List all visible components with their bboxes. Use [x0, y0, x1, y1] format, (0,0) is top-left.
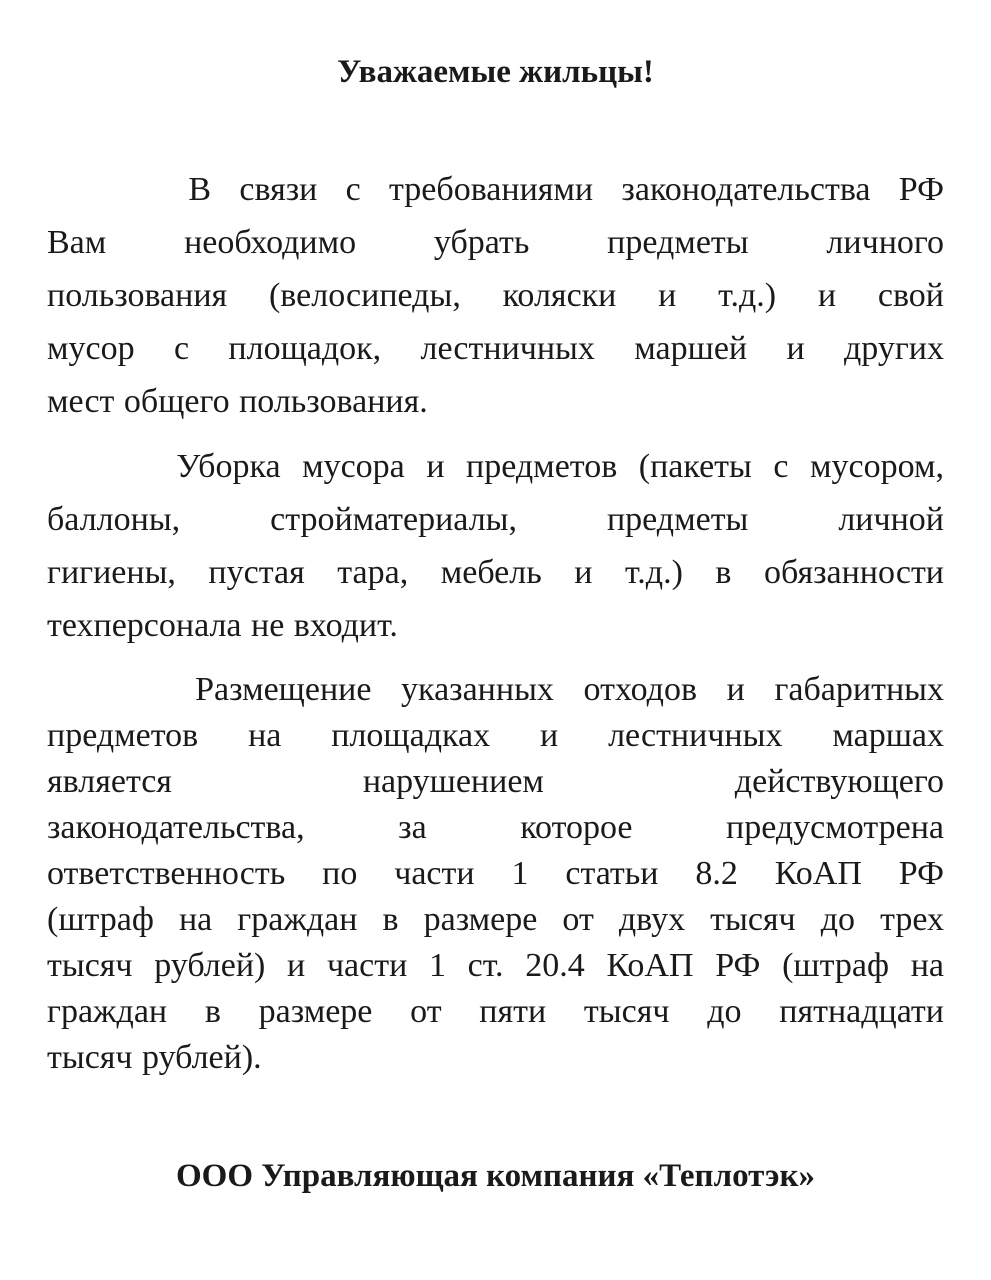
text-line: (штраф на граждан в размере от двух тысяч до трех — [47, 901, 944, 938]
text-line: Размещение указанных отходов и габаритных — [47, 671, 944, 708]
text-line: гигиены, пустая тара, мебель и т.д.) в обязанности — [47, 554, 944, 591]
text-line: предметов на площадках и лестничных маршах — [47, 717, 944, 754]
text-line: мусор с площадок, лестничных маршей и других — [47, 330, 944, 367]
signature: ООО Управляющая компания «Теплотэк» — [176, 1158, 815, 1194]
text-line: техперсонала не входит. — [47, 607, 398, 644]
paragraph-liability — [47, 667, 944, 1081]
notice-page — [47, 0, 944, 1280]
text-line: мест общего пользования. — [47, 383, 428, 420]
paragraph-requirement — [47, 163, 944, 428]
text-line: ответственность по части 1 статьи 8.2 КоАП РФ — [47, 855, 944, 892]
text-line: граждан в размере от пяти тысяч до пятнадцати — [47, 993, 944, 1030]
text-line: тысяч рублей). — [47, 1039, 262, 1076]
text-line: законодательства, за которое предусмотрена — [47, 809, 944, 846]
text-line: Вам необходимо убрать предметы личного — [47, 224, 944, 261]
notice-heading: Уважаемые жильцы! — [337, 54, 654, 90]
text-line: пользования (велосипеды, коляски и т.д.) и свой — [47, 277, 944, 314]
text-line: В связи с требованиями законодательства РФ — [47, 171, 944, 208]
paragraph-cleaning — [47, 440, 944, 652]
text-line: баллоны, стройматериалы, предметы личной — [47, 501, 944, 538]
text-line: является нарушением действующего — [47, 763, 944, 800]
text-line: Уборка мусора и предметов (пакеты с мусором, — [47, 448, 944, 485]
text-line: тысяч рублей) и части 1 ст. 20.4 КоАП РФ (штраф на — [47, 947, 944, 984]
